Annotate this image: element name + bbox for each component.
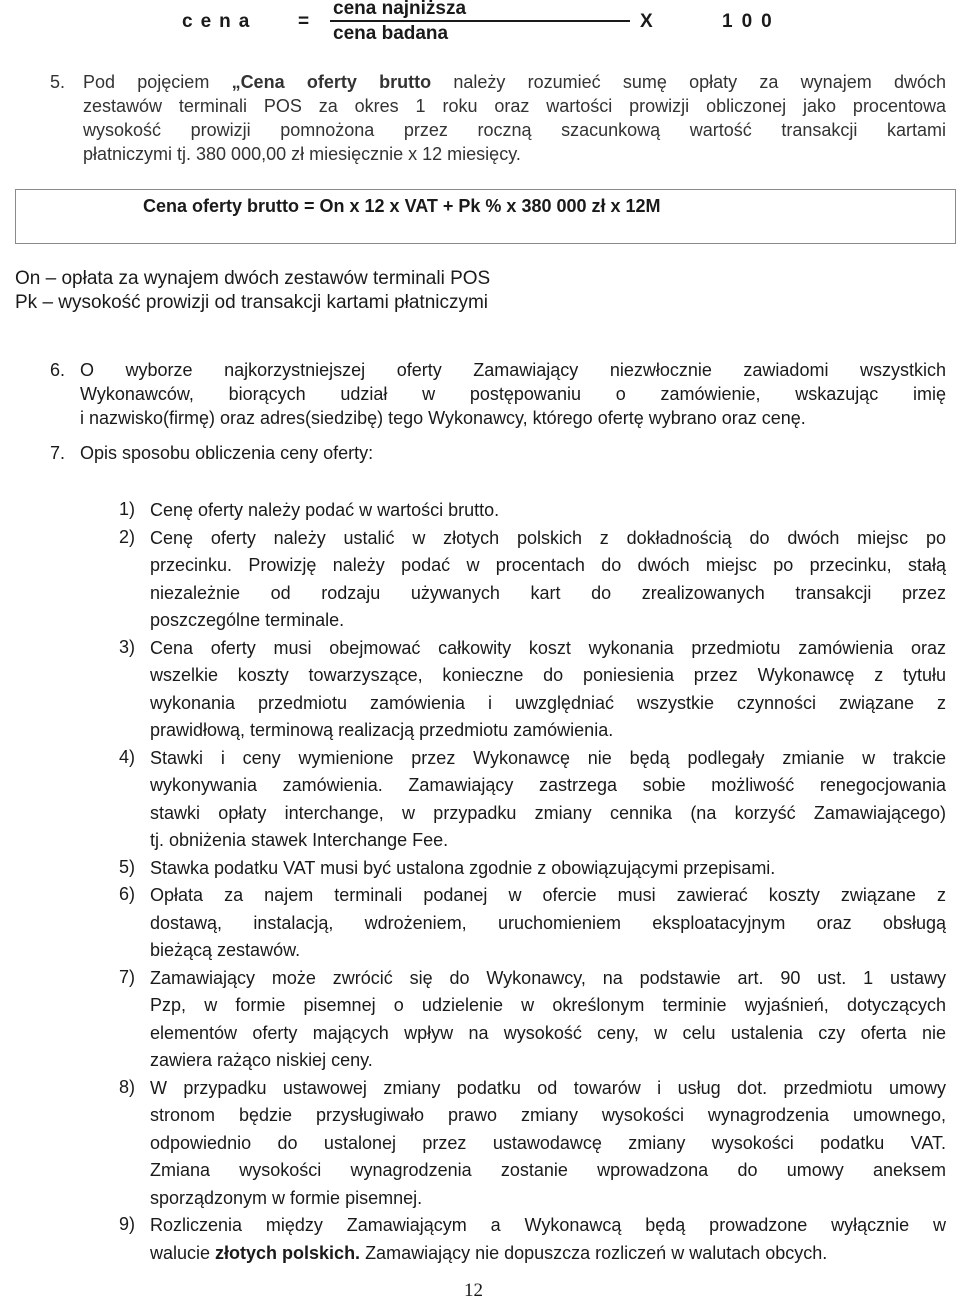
definition-pk: Pk – wysokość prowizji od transakcji kartami płatniczymi — [15, 292, 489, 313]
section-title: Opis sposobu obliczenia ceny oferty: — [80, 443, 374, 463]
paragraph-line: płatniczymi tj. 380 000,00 zł miesięcznie x 12 miesięcy. — [83, 144, 521, 164]
definition-on: On – opłata za wynajem dwóch zestawów terminali POS — [15, 268, 491, 289]
paragraph-line: Wykonawców, biorących udział w postępowaniu o zamówienie, wskazując imię — [80, 384, 946, 404]
item-line: wszelkie koszty towarzyszące, konieczne do poniesienia przez Wykonawcę z tytułu — [150, 665, 946, 685]
item-line: odpowiednio do ustalonej przez ustawodawcę zmiany wysokości podatku VAT. — [150, 1132, 946, 1153]
formula-denominator: cena badana — [333, 23, 449, 44]
item-number: 2) — [119, 526, 136, 547]
section-number: 7. — [50, 443, 66, 463]
item-line: Stawki i ceny wymienione przez Wykonawcę nie będą podlegały zmianie w trakcie — [150, 747, 946, 768]
paragraph-line: wysokość prowizji pomnożona przez roczną szacunkową wartość transakcji kartami — [83, 120, 946, 140]
boxed-formula-text: Cena oferty brutto = On x 12 x VAT + Pk % x 380 000 zł x 12M — [143, 196, 661, 216]
item-line: poszczególne terminale. — [150, 610, 345, 630]
section-number: 5. — [50, 72, 66, 92]
item-line: zawiera rażąco niskiej ceny. — [150, 1050, 373, 1070]
item-number: 6) — [119, 884, 136, 904]
fraction-bar — [330, 20, 630, 22]
item-number: 5) — [119, 856, 136, 877]
item-number: 3) — [119, 636, 136, 657]
formula-times: X — [640, 11, 653, 32]
item-line: Cenę oferty należy podać w wartości brutto. — [150, 500, 500, 520]
formula-lhs: cena — [182, 11, 258, 32]
paragraph-line: O wyborze najkorzystniejszej oferty Zamawiający niezwłocznie zawiadomi wszystkich — [80, 360, 946, 380]
item-line: W przypadku ustawowej zmiany podatku od towarów i usług dot. przedmiotu umowy — [150, 1077, 946, 1098]
item-line: sporządzonym w formie pisemnej. — [150, 1187, 423, 1208]
item-line: wykonania przedmiotu zamówienia i uwzględniać wszystkie czynności związane z — [150, 692, 946, 713]
item-number: 1) — [119, 499, 136, 519]
item-line: stawki opłaty interchange, w przypadku zmiany cennika (na korzyść Zamawiającego) — [150, 802, 946, 823]
item-number: 7) — [119, 966, 136, 987]
item-number: 4) — [119, 746, 136, 767]
item-line: Pzp, w formie pisemnej o udzielenie w określonym terminie wyjaśnień, dotyczących — [150, 995, 946, 1015]
paragraph-line: i nazwisko(firmę) oraz adres(siedzibę) tego Wykonawcy, którego ofertę wybrano oraz cenę. — [80, 408, 806, 428]
item-line: dostawą, instalacją, wdrożeniem, uruchomieniem eksploatacyjnym oraz obsługą — [150, 912, 946, 933]
item-line: Cenę oferty należy ustalić w złotych polskich z dokładnością do dwóch miejsc po — [150, 527, 946, 548]
item-line: Zmiana wysokości wynagrodzenia zostanie wprowadzona do umowy aneksem — [150, 1160, 946, 1180]
item-number: 8) — [119, 1076, 136, 1097]
paragraph-line: Pod pojęciem „Cena oferty brutto należy rozumieć sumę opłaty za wynajem dwóch — [83, 72, 946, 92]
item-line: Zamawiający może zwrócić się do Wykonawcy, na podstawie art. 90 ust. 1 ustawy — [150, 967, 946, 988]
formula-factor: 100 — [722, 11, 781, 32]
item-line: prawidłową, terminową realizacją przedmiotu zamówienia. — [150, 720, 614, 740]
definitions — [15, 268, 955, 316]
item-line: stronom będzie przysługiwało prawo zmiany wysokości wynagrodzenia umownego, — [150, 1105, 946, 1125]
item-line: Opłata za najem terminali podanej w ofercie musi zawierać koszty związane z — [150, 885, 946, 905]
page-number: 12 — [464, 1280, 483, 1301]
item-line: walucie złotych polskich. Zamawiający nie dopuszcza rozliczeń w walutach obcych. — [150, 1242, 828, 1263]
item-line: Cena oferty musi obejmować całkowity koszt wykonania przedmiotu zamówienia oraz — [150, 637, 946, 658]
price-formula — [0, 0, 960, 50]
item-line: wykonywania zamówienia. Zamawiający zastrzega sobie możliwość renegocjowania — [150, 775, 946, 795]
paragraph-line: zestawów terminali POS za okres 1 roku oraz wartości prowizji obliczonej jako procentowa — [83, 96, 946, 116]
item-line: tj. obniżenia stawek Interchange Fee. — [150, 830, 449, 850]
item-line: bieżącą zestawów. — [150, 940, 301, 960]
formula-equals: = — [298, 11, 310, 32]
item-number: 9) — [119, 1214, 136, 1234]
formula-numerator: cena najniższa — [333, 0, 467, 19]
boxed-formula — [15, 189, 956, 244]
section-number: 6. — [50, 360, 66, 380]
item-line: Stawka podatku VAT musi być ustalona zgodnie z obowiązującymi przepisami. — [150, 857, 776, 878]
item-line: elementów oferty mających wpływ na wysokość ceny, w celu ustalenia czy oferta nie — [150, 1022, 946, 1043]
item-line: niezależnie od rodzaju używanych kart do zrealizowanych transakcji przez — [150, 582, 946, 603]
item-line: Rozliczenia między Zamawiającym a Wykonawcą będą prowadzone wyłącznie w — [150, 1215, 946, 1235]
item-line: przecinku. Prowizję należy podać w procentach do dwóch miejsc po przecinku, stałą — [150, 555, 946, 575]
